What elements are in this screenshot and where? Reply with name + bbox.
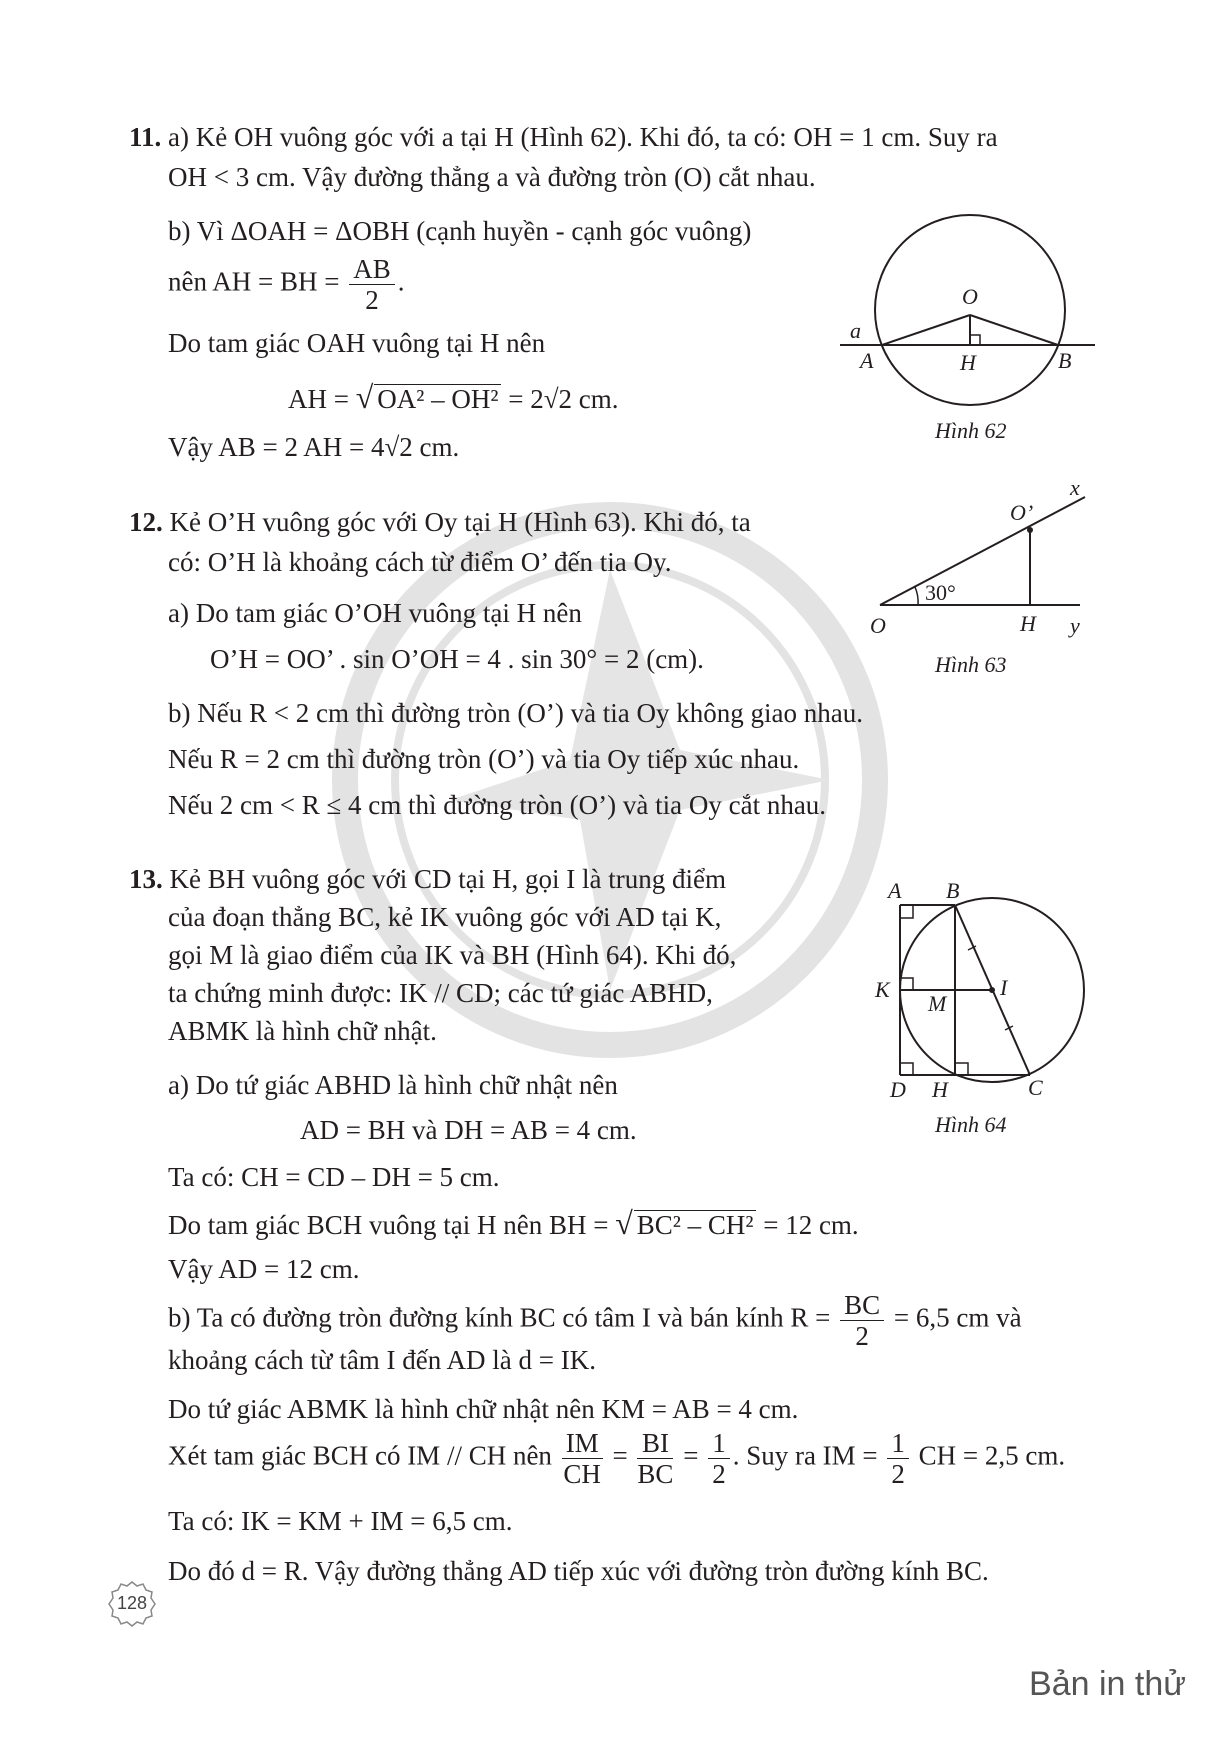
p11-line-2: OH < 3 cm. Vậy đường thẳng a và đường tròn (O) cắt nhau. [168,162,816,192]
fraction-ab-over-2: $\frac{AB}{2}$ [349,254,395,315]
p11-line-3: b) Vì ΔOAH = ΔOBH (cạnh huyền - cạnh góc vuông) [168,216,752,246]
p11-line-4: nên AH = BH = $\frac{AB}{2}$ . [168,254,405,315]
p11-line-1: 11. a) Kẻ OH vuông góc với a tại H (Hình 62). Khi đó, ta có: OH = 1 cm. Suy ra [129,122,998,152]
p13-line-11: b) Ta có đường tròn đường kính BC có tâm I và bán kính R = $\frac{BC}{2}$ = 6,5 cm và [168,1290,1022,1351]
p11-line-5: Do tam giác OAH vuông tại H nên [168,328,546,358]
p13-line-16: Do đó d = R. Vậy đường thẳng AD tiếp xúc với đường tròn đường kính BC. [168,1556,989,1586]
p13-line-1: 13. Kẻ BH vuông góc với CD tại H, gọi I là trung điểm [129,864,726,894]
svg-text:I: I [1000,975,1008,1000]
svg-text:A: A [860,348,874,373]
p12-line-1: 12. Kẻ O’H vuông góc với Oy tại H (Hình 63). Khi đó, ta [129,507,751,537]
svg-text:B: B [946,880,960,903]
p13-line-9: Do tam giác BCH vuông tại H nên BH = √ BC² – CH² = 12 cm. [168,1205,859,1241]
svg-text:O: O [962,284,978,309]
figure-64-caption: Hình 64 [935,1112,1007,1137]
p11-line-7: Vậy AB = 2 AH = 4√2 cm. [168,432,460,462]
page-number: 128 [116,1593,148,1613]
svg-text:D: D [890,1077,906,1100]
figure-62 [840,210,1100,430]
figure-63-caption: Hình 63 [935,652,1007,677]
svg-text:H: H [932,1077,948,1100]
svg-text:O: O [870,613,886,638]
p12-line-4: O’H = OO’ . sin O’OH = 4 . sin 30° = 2 (cm). [210,644,704,674]
p12-line-7: Nếu 2 cm < R ≤ 4 cm thì đường tròn (O’) và tia Oy cắt nhau. [168,790,827,820]
svg-text:H: H [1020,611,1036,636]
p13-line-15: Ta có: IK = KM + IM = 6,5 cm. [168,1506,513,1536]
p12-line-6: Nếu R = 2 cm thì đường tròn (O’) và tia Oy tiếp xúc nhau. [168,744,800,774]
svg-text:30°: 30° [925,580,956,605]
p13-line-5: ABMK là hình chữ nhật. [168,1016,437,1046]
p13-line-13: Do tứ giác ABMK là hình chữ nhật nên KM = AB = 4 cm. [168,1394,799,1424]
p13-line-7: AD = BH và DH = AB = 4 cm. [300,1115,637,1145]
svg-text:a: a [850,318,861,343]
p13-line-4: ta chứng minh được: IK // CD; các tứ giác ABHD, [168,978,713,1008]
svg-text:H: H [960,350,976,375]
proof-label: Bản in thử [1029,1665,1186,1703]
p13-line-10: Vậy AD = 12 cm. [168,1254,360,1284]
svg-text:y: y [1070,613,1080,638]
svg-text:B: B [1058,348,1072,373]
svg-text:x: x [1070,475,1080,500]
p13-line-3: gọi M là giao điểm của IK và BH (Hình 64). Khi đó, [168,940,737,970]
p11-number: 11. [129,122,162,152]
svg-text:C: C [1028,1075,1043,1100]
p13-line-14: Xét tam giác BCH có IM // CH nên $\frac{IM}{CH}$ = $\frac{BI}{BC}$ = $\frac{1}{2}$ . Suy ra IM = $\frac{1}{2}$ CH = 2,5 cm. [168,1428,1066,1489]
svg-text:O’: O’ [1010,500,1034,525]
p12-line-3: a) Do tam giác O’OH vuông tại H nên [168,598,582,628]
fraction-bc-over-2: $\frac{BC}{2}$ [840,1290,884,1351]
svg-text:A: A [888,880,902,903]
p13-line-12: khoảng cách từ tâm I đến AD là d = IK. [168,1345,596,1375]
figure-63 [860,475,1100,645]
svg-text:M: M [928,991,947,1016]
p11-line-6: AH = √ OA² – OH² = 2√2 cm. [288,379,619,415]
p12-line-2: có: O’H là khoảng cách từ điểm O’ đến tia Oy. [168,547,672,577]
p13-line-8: Ta có: CH = CD – DH = 5 cm. [168,1162,500,1192]
p12-line-5: b) Nếu R < 2 cm thì đường tròn (O’) và tia Oy không giao nhau. [168,698,864,728]
figure-64 [870,880,1100,1100]
p13-line-6: a) Do tứ giác ABHD là hình chữ nhật nên [168,1070,618,1100]
svg-text:K: K [875,977,890,1002]
p13-line-2: của đoạn thẳng BC, kẻ IK vuông góc với AD tại K, [168,902,722,932]
figure-62-caption: Hình 62 [935,418,1007,443]
